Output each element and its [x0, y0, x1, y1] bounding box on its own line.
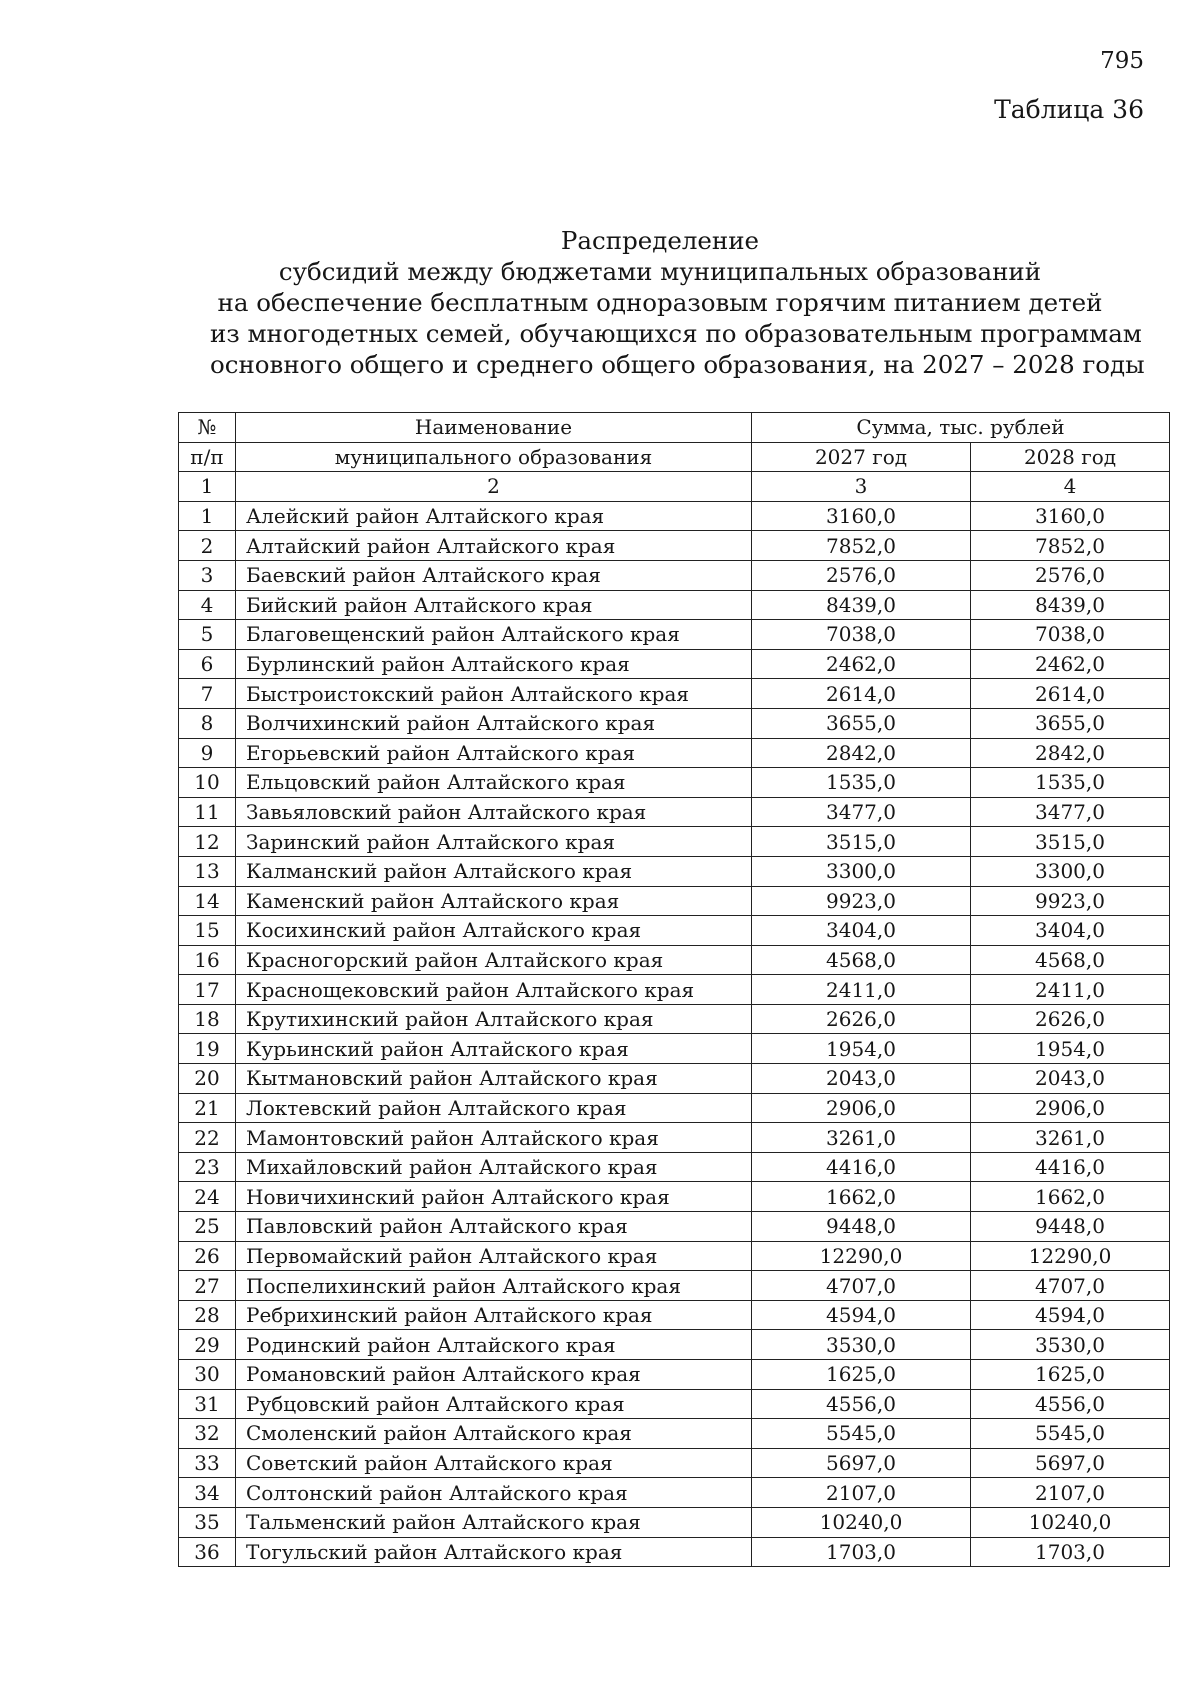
municipality-name: Поспелихинский район Алтайского края — [236, 1271, 752, 1301]
table-row — [179, 1271, 1170, 1301]
amount-2027: 4568,0 — [752, 945, 971, 975]
amount-2028: 1954,0 — [971, 1034, 1170, 1064]
amount-2027: 7038,0 — [752, 620, 971, 650]
municipality-name: Косихинский район Алтайского края — [236, 916, 752, 946]
table-row — [179, 1330, 1170, 1360]
municipality-name: Павловский район Алтайского края — [236, 1212, 752, 1242]
row-number: 27 — [179, 1271, 236, 1301]
table-row — [179, 708, 1170, 738]
page-number: 795 — [1100, 48, 1144, 74]
row-number: 20 — [179, 1064, 236, 1094]
municipality-name: Алтайский район Алтайского края — [236, 531, 752, 561]
table-row — [179, 1389, 1170, 1419]
amount-2028: 3515,0 — [971, 827, 1170, 857]
table-header — [179, 413, 1170, 502]
amount-2028: 7852,0 — [971, 531, 1170, 561]
title-line: основного общего и среднего общего образования, на 2027 – 2028 годы — [210, 350, 1145, 379]
amount-2028: 3530,0 — [971, 1330, 1170, 1360]
row-number: 5 — [179, 620, 236, 650]
table-row — [179, 679, 1170, 709]
row-number: 19 — [179, 1034, 236, 1064]
municipality-name: Егорьевский район Алтайского края — [236, 738, 752, 768]
amount-2027: 2626,0 — [752, 1004, 971, 1034]
amount-2028: 1625,0 — [971, 1360, 1170, 1390]
municipality-name: Тальменский район Алтайского края — [236, 1507, 752, 1537]
header-name-bottom: муниципального образования — [236, 442, 752, 472]
municipality-name: Волчихинский район Алтайского края — [236, 708, 752, 738]
municipality-name: Новичихинский район Алтайского края — [236, 1182, 752, 1212]
table-label: Таблица 36 — [994, 95, 1144, 124]
amount-2027: 2576,0 — [752, 560, 971, 590]
table-row — [179, 768, 1170, 798]
table-row — [179, 945, 1170, 975]
amount-2027: 3515,0 — [752, 827, 971, 857]
row-number: 34 — [179, 1478, 236, 1508]
amount-2028: 2107,0 — [971, 1478, 1170, 1508]
table-row — [179, 1448, 1170, 1478]
table-row — [179, 501, 1170, 531]
amount-2028: 3300,0 — [971, 856, 1170, 886]
municipality-name: Ельцовский район Алтайского края — [236, 768, 752, 798]
table-row — [179, 649, 1170, 679]
amount-2027: 2906,0 — [752, 1093, 971, 1123]
header-year-2027: 2027 год — [752, 442, 971, 472]
row-number: 16 — [179, 945, 236, 975]
column-number: 1 — [179, 472, 236, 502]
amount-2028: 10240,0 — [971, 1507, 1170, 1537]
amount-2028: 4556,0 — [971, 1389, 1170, 1419]
table-body — [179, 501, 1170, 1566]
municipality-name: Первомайский район Алтайского края — [236, 1241, 752, 1271]
amount-2028: 2842,0 — [971, 738, 1170, 768]
table-row — [179, 560, 1170, 590]
municipality-name: Завьяловский район Алтайского края — [236, 797, 752, 827]
table-row — [179, 1478, 1170, 1508]
row-number: 26 — [179, 1241, 236, 1271]
amount-2028: 5697,0 — [971, 1448, 1170, 1478]
table-row — [179, 1212, 1170, 1242]
municipality-name: Баевский район Алтайского края — [236, 560, 752, 590]
amount-2028: 9448,0 — [971, 1212, 1170, 1242]
amount-2028: 4707,0 — [971, 1271, 1170, 1301]
municipality-name: Мамонтовский район Алтайского края — [236, 1123, 752, 1153]
row-number: 4 — [179, 590, 236, 620]
header-num-top: № — [179, 413, 236, 443]
header-name-top: Наименование — [236, 413, 752, 443]
column-number: 2 — [236, 472, 752, 502]
amount-2028: 7038,0 — [971, 620, 1170, 650]
table-row — [179, 738, 1170, 768]
amount-2027: 3655,0 — [752, 708, 971, 738]
document-title — [210, 225, 1145, 380]
row-number: 1 — [179, 501, 236, 531]
table-row — [179, 1152, 1170, 1182]
row-number: 13 — [179, 856, 236, 886]
subsidy-table — [178, 412, 1170, 1567]
table-row — [179, 1034, 1170, 1064]
row-number: 10 — [179, 768, 236, 798]
amount-2028: 12290,0 — [971, 1241, 1170, 1271]
row-number: 30 — [179, 1360, 236, 1390]
municipality-name: Бурлинский район Алтайского края — [236, 649, 752, 679]
municipality-name: Романовский район Алтайского края — [236, 1360, 752, 1390]
table-row — [179, 1182, 1170, 1212]
amount-2027: 3261,0 — [752, 1123, 971, 1153]
row-number: 12 — [179, 827, 236, 857]
municipality-name: Михайловский район Алтайского края — [236, 1152, 752, 1182]
table-row — [179, 916, 1170, 946]
amount-2027: 1625,0 — [752, 1360, 971, 1390]
row-number: 36 — [179, 1537, 236, 1567]
municipality-name: Краснощековский район Алтайского края — [236, 975, 752, 1005]
amount-2028: 2576,0 — [971, 560, 1170, 590]
amount-2027: 9448,0 — [752, 1212, 971, 1242]
column-number: 4 — [971, 472, 1170, 502]
amount-2028: 2906,0 — [971, 1093, 1170, 1123]
row-number: 2 — [179, 531, 236, 561]
table-row — [179, 1507, 1170, 1537]
table-row — [179, 827, 1170, 857]
municipality-name: Бийский район Алтайского края — [236, 590, 752, 620]
title-line: субсидий между бюджетами муниципальных образований — [278, 257, 1042, 286]
amount-2028: 5545,0 — [971, 1419, 1170, 1449]
table-row — [179, 590, 1170, 620]
amount-2027: 2043,0 — [752, 1064, 971, 1094]
table-row — [179, 1300, 1170, 1330]
header-year-2028: 2028 год — [971, 442, 1170, 472]
amount-2027: 7852,0 — [752, 531, 971, 561]
amount-2027: 3404,0 — [752, 916, 971, 946]
municipality-name: Советский район Алтайского края — [236, 1448, 752, 1478]
amount-2028: 2626,0 — [971, 1004, 1170, 1034]
table-row — [179, 1093, 1170, 1123]
amount-2028: 1703,0 — [971, 1537, 1170, 1567]
municipality-name: Родинский район Алтайского края — [236, 1330, 752, 1360]
amount-2028: 3655,0 — [971, 708, 1170, 738]
municipality-name: Кытмановский район Алтайского края — [236, 1064, 752, 1094]
table-row — [179, 1360, 1170, 1390]
amount-2027: 10240,0 — [752, 1507, 971, 1537]
row-number: 25 — [179, 1212, 236, 1242]
amount-2027: 3300,0 — [752, 856, 971, 886]
amount-2027: 2842,0 — [752, 738, 971, 768]
row-number: 33 — [179, 1448, 236, 1478]
municipality-name: Каменский район Алтайского края — [236, 886, 752, 916]
row-number: 28 — [179, 1300, 236, 1330]
table-row — [179, 1537, 1170, 1567]
municipality-name: Солтонский район Алтайского края — [236, 1478, 752, 1508]
header-sum-group: Сумма, тыс. рублей — [752, 413, 1170, 443]
amount-2028: 3261,0 — [971, 1123, 1170, 1153]
municipality-name: Тогульский район Алтайского края — [236, 1537, 752, 1567]
header-row — [179, 413, 1170, 443]
amount-2027: 4707,0 — [752, 1271, 971, 1301]
header-row — [179, 442, 1170, 472]
municipality-name: Ребрихинский район Алтайского края — [236, 1300, 752, 1330]
amount-2027: 5545,0 — [752, 1419, 971, 1449]
municipality-name: Крутихинский район Алтайского края — [236, 1004, 752, 1034]
amount-2028: 4568,0 — [971, 945, 1170, 975]
header-num-bottom: п/п — [179, 442, 236, 472]
amount-2028: 2043,0 — [971, 1064, 1170, 1094]
amount-2027: 2107,0 — [752, 1478, 971, 1508]
amount-2028: 2411,0 — [971, 975, 1170, 1005]
amount-2027: 4556,0 — [752, 1389, 971, 1419]
amount-2028: 1535,0 — [971, 768, 1170, 798]
row-number: 7 — [179, 679, 236, 709]
table-row — [179, 531, 1170, 561]
amount-2027: 9923,0 — [752, 886, 971, 916]
amount-2028: 8439,0 — [971, 590, 1170, 620]
amount-2027: 12290,0 — [752, 1241, 971, 1271]
amount-2027: 1703,0 — [752, 1537, 971, 1567]
amount-2028: 2614,0 — [971, 679, 1170, 709]
amount-2028: 3477,0 — [971, 797, 1170, 827]
municipality-name: Локтевский район Алтайского края — [236, 1093, 752, 1123]
table-row — [179, 797, 1170, 827]
table-row — [179, 886, 1170, 916]
title-line: Распределение — [560, 226, 760, 255]
table-row — [179, 975, 1170, 1005]
row-number: 14 — [179, 886, 236, 916]
amount-2028: 3160,0 — [971, 501, 1170, 531]
column-number: 3 — [752, 472, 971, 502]
amount-2027: 2614,0 — [752, 679, 971, 709]
amount-2027: 3160,0 — [752, 501, 971, 531]
amount-2027: 1954,0 — [752, 1034, 971, 1064]
column-number-row — [179, 472, 1170, 502]
row-number: 31 — [179, 1389, 236, 1419]
row-number: 8 — [179, 708, 236, 738]
table-row — [179, 1241, 1170, 1271]
amount-2027: 2462,0 — [752, 649, 971, 679]
amount-2028: 3404,0 — [971, 916, 1170, 946]
table-row — [179, 620, 1170, 650]
row-number: 24 — [179, 1182, 236, 1212]
amount-2027: 8439,0 — [752, 590, 971, 620]
amount-2027: 4594,0 — [752, 1300, 971, 1330]
table-row — [179, 856, 1170, 886]
row-number: 21 — [179, 1093, 236, 1123]
municipality-name: Быстроистокский район Алтайского края — [236, 679, 752, 709]
amount-2027: 3477,0 — [752, 797, 971, 827]
row-number: 17 — [179, 975, 236, 1005]
row-number: 18 — [179, 1004, 236, 1034]
row-number: 3 — [179, 560, 236, 590]
row-number: 23 — [179, 1152, 236, 1182]
municipality-name: Алейский район Алтайского края — [236, 501, 752, 531]
amount-2027: 3530,0 — [752, 1330, 971, 1360]
table-row — [179, 1419, 1170, 1449]
municipality-name: Курьинский район Алтайского края — [236, 1034, 752, 1064]
amount-2028: 2462,0 — [971, 649, 1170, 679]
table-row — [179, 1123, 1170, 1153]
municipality-name: Благовещенский район Алтайского края — [236, 620, 752, 650]
amount-2028: 4416,0 — [971, 1152, 1170, 1182]
row-number: 15 — [179, 916, 236, 946]
row-number: 22 — [179, 1123, 236, 1153]
municipality-name: Смоленский район Алтайского края — [236, 1419, 752, 1449]
title-line: из многодетных семей, обучающихся по образовательным программам — [210, 319, 1142, 348]
amount-2027: 4416,0 — [752, 1152, 971, 1182]
row-number: 11 — [179, 797, 236, 827]
municipality-name: Красногорский район Алтайского края — [236, 945, 752, 975]
municipality-name: Рубцовский район Алтайского края — [236, 1389, 752, 1419]
row-number: 6 — [179, 649, 236, 679]
municipality-name: Заринский район Алтайского края — [236, 827, 752, 857]
table-row — [179, 1064, 1170, 1094]
row-number: 9 — [179, 738, 236, 768]
row-number: 32 — [179, 1419, 236, 1449]
amount-2027: 2411,0 — [752, 975, 971, 1005]
amount-2028: 9923,0 — [971, 886, 1170, 916]
municipality-name: Калманский район Алтайского края — [236, 856, 752, 886]
amount-2027: 5697,0 — [752, 1448, 971, 1478]
amount-2027: 1662,0 — [752, 1182, 971, 1212]
row-number: 35 — [179, 1507, 236, 1537]
amount-2028: 4594,0 — [971, 1300, 1170, 1330]
table-row — [179, 1004, 1170, 1034]
amount-2028: 1662,0 — [971, 1182, 1170, 1212]
title-line: на обеспечение бесплатным одноразовым горячим питанием детей — [217, 288, 1103, 317]
row-number: 29 — [179, 1330, 236, 1360]
amount-2027: 1535,0 — [752, 768, 971, 798]
